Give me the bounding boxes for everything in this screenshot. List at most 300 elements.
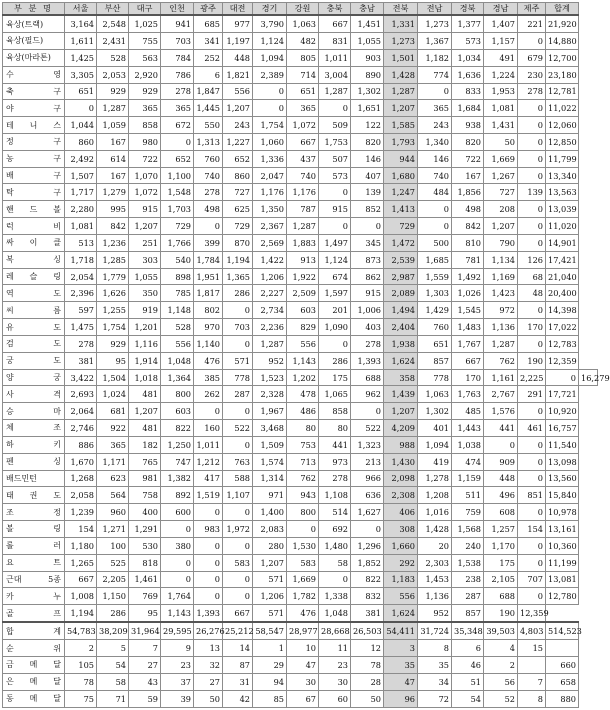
table-cell: 667 <box>287 134 319 151</box>
table-cell: 1,008 <box>65 588 97 605</box>
table-cell: 1,407 <box>484 15 518 33</box>
table-cell: 1,273 <box>384 33 418 50</box>
table-row <box>3 554 598 571</box>
table-cell: 1,038 <box>452 436 484 453</box>
table-cell: 1,081 <box>484 100 518 117</box>
table-cell: 625 <box>223 201 253 218</box>
table-cell: 1,548 <box>161 184 194 201</box>
table-cell: 286 <box>319 352 351 369</box>
table-cell: 28 <box>351 673 384 690</box>
table-cell: 1,624 <box>384 352 418 369</box>
table-cell: 0 <box>319 100 351 117</box>
table-cell: 1,201 <box>129 319 161 336</box>
table-cell: 0 <box>518 335 546 352</box>
table-cell: 1,239 <box>65 504 97 521</box>
table-cell: 858 <box>319 403 351 420</box>
table-cell: 0 <box>194 218 223 235</box>
table-cell: 1,382 <box>161 470 194 487</box>
row-label: 씨 름 <box>3 302 65 319</box>
table-cell: 95 <box>97 352 129 369</box>
table-cell: 58,547 <box>253 622 287 640</box>
table-cell: 778 <box>418 369 452 386</box>
table-cell: 1,365 <box>223 268 253 285</box>
table-cell: 1,953 <box>484 83 518 100</box>
table-cell: 2,098 <box>384 470 418 487</box>
table-cell: 1,766 <box>161 234 194 251</box>
table-cell: 1,627 <box>351 504 384 521</box>
table-cell: 820 <box>351 134 384 151</box>
table-cell <box>518 657 546 674</box>
table-cell: 485 <box>452 403 484 420</box>
table-cell: 2 <box>484 657 518 674</box>
table-cell: 0 <box>319 218 351 235</box>
table-cell: 170 <box>518 319 546 336</box>
row-label: 은 메 달 <box>3 673 65 690</box>
table-cell: 829 <box>287 319 319 336</box>
row-label: 축 구 <box>3 83 65 100</box>
table-cell: 1,257 <box>484 521 518 538</box>
table-cell: 3,790 <box>253 15 287 33</box>
table-cell: 17,721 <box>546 386 579 403</box>
table-cell: 722 <box>452 150 484 167</box>
table-cell: 1,194 <box>65 605 97 623</box>
table-cell: 1,480 <box>319 537 351 554</box>
table-cell: 929 <box>129 83 161 100</box>
table-cell: 4 <box>484 640 518 657</box>
table-cell: 1,124 <box>319 251 351 268</box>
table-cell: 1,011 <box>194 436 223 453</box>
table-row <box>3 285 598 302</box>
table-cell: 995 <box>97 201 129 218</box>
table-cell: 514,523 <box>546 622 579 640</box>
table-cell: 58 <box>319 554 351 571</box>
table-cell: 399 <box>194 234 223 251</box>
table-cell: 1,148 <box>161 302 194 319</box>
table-cell: 139 <box>351 184 384 201</box>
table-cell: 1,545 <box>452 302 484 319</box>
row-label: 궁 도 <box>3 352 65 369</box>
table-cell: 1,784 <box>194 251 223 268</box>
table-cell: 960 <box>97 504 129 521</box>
table-cell: 243 <box>418 117 452 134</box>
table-row <box>3 167 598 184</box>
table-cell: 1,197 <box>223 33 253 50</box>
table-cell: 20,400 <box>546 285 579 302</box>
column-header-region: 광주 <box>194 3 223 16</box>
table-cell: 858 <box>129 117 161 134</box>
table-cell: 667 <box>223 605 253 623</box>
table-cell: 365 <box>97 436 129 453</box>
column-header-region: 경북 <box>452 3 484 16</box>
table-cell: 1,393 <box>194 605 223 623</box>
table-cell: 747 <box>161 453 194 470</box>
table-cell: 481 <box>129 386 161 403</box>
table-cell: 0 <box>223 571 253 588</box>
table-cell: 1,472 <box>384 234 418 251</box>
table-cell <box>546 640 579 657</box>
table-cell: 1,207 <box>129 218 161 235</box>
table-cell: 685 <box>194 15 223 33</box>
table-cell: 1,176 <box>253 184 287 201</box>
table-row <box>3 218 598 235</box>
table-cell: 26,503 <box>351 622 384 640</box>
table-cell: 651 <box>287 83 319 100</box>
table-cell: 2,746 <box>65 420 97 437</box>
table-cell: 597 <box>65 302 97 319</box>
table-cell: 0 <box>418 83 452 100</box>
table-row <box>3 352 598 369</box>
table-cell: 15,840 <box>546 487 579 504</box>
table-cell: 3,305 <box>65 66 97 83</box>
table-cell: 1,018 <box>129 369 161 386</box>
table-cell: 358 <box>384 369 418 386</box>
row-label: 합 계 <box>3 622 65 640</box>
table-cell: 1,072 <box>129 184 161 201</box>
table-cell: 760 <box>418 319 452 336</box>
table-cell: 0 <box>518 33 546 50</box>
table-cell: 1,271 <box>97 521 129 538</box>
table-cell: 95 <box>129 605 161 623</box>
table-cell: 1,501 <box>384 49 418 66</box>
table-cell: 1,265 <box>65 554 97 571</box>
table-cell: 514 <box>319 504 351 521</box>
table-cell: 763 <box>223 453 253 470</box>
table-cell: 688 <box>351 369 384 386</box>
table-cell: 17,421 <box>546 251 579 268</box>
table-cell: 1,422 <box>253 251 287 268</box>
table-cell: 903 <box>351 49 384 66</box>
row-label: 볼 링 <box>3 521 65 538</box>
table-cell: 238 <box>452 571 484 588</box>
column-header-region: 경남 <box>484 3 518 16</box>
table-cell: 52 <box>484 690 518 707</box>
row-label: 야 구 <box>3 100 65 117</box>
row-label: 검 도 <box>3 335 65 352</box>
table-row <box>3 537 598 554</box>
table-cell: 970 <box>194 319 223 336</box>
table-cell: 461 <box>518 420 546 437</box>
table-cell: 365 <box>418 100 452 117</box>
table-cell: 484 <box>418 184 452 201</box>
table-cell: 16,279 <box>579 369 598 386</box>
table-cell: 1,856 <box>452 184 484 201</box>
table-cell: 556 <box>287 335 319 352</box>
table-cell: 448 <box>223 49 253 66</box>
table-row <box>3 117 598 134</box>
table-cell: 1,494 <box>384 302 418 319</box>
table-cell: 672 <box>161 117 194 134</box>
row-label: 체 조 <box>3 420 65 437</box>
table-cell: 550 <box>194 117 223 134</box>
table-cell: 703 <box>223 319 253 336</box>
table-cell: 778 <box>223 369 253 386</box>
table-cell: 12,781 <box>546 83 579 100</box>
table-cell: 800 <box>161 386 194 403</box>
table-cell: 7 <box>518 673 546 690</box>
table-cell: 1,150 <box>97 588 129 605</box>
table-cell: 96 <box>384 690 418 707</box>
table-cell: 1,660 <box>384 537 418 554</box>
table-cell: 972 <box>484 302 518 319</box>
row-label: 역 도 <box>3 285 65 302</box>
table-cell: 571 <box>253 571 287 588</box>
column-header-region: 전북 <box>384 3 418 16</box>
table-cell: 1,763 <box>452 386 484 403</box>
table-cell: 11,540 <box>546 436 579 453</box>
table-cell: 2,058 <box>65 487 97 504</box>
table-row <box>3 487 598 504</box>
table-cell: 0 <box>194 504 223 521</box>
table-cell: 603 <box>161 403 194 420</box>
table-cell: 588 <box>223 470 253 487</box>
table-cell: 1,296 <box>351 537 384 554</box>
row-label: 근대 5종 <box>3 571 65 588</box>
table-cell: 1,124 <box>253 33 287 50</box>
table-cell: 406 <box>384 504 418 521</box>
row-label: 육상(마라톤) <box>3 49 65 66</box>
table-cell: 10 <box>287 640 319 657</box>
table-cell: 915 <box>129 201 161 218</box>
table-cell: 860 <box>223 167 253 184</box>
table-cell: 1,287 <box>253 335 287 352</box>
table-cell: 1,847 <box>194 83 223 100</box>
table-cell: 42 <box>223 690 253 707</box>
table-cell: 213 <box>351 453 384 470</box>
table-cell: 0 <box>253 100 287 117</box>
table-cell: 476 <box>194 352 223 369</box>
table-cell: 774 <box>418 66 452 83</box>
row-label: 테 니 스 <box>3 117 65 134</box>
table-cell: 674 <box>319 268 351 285</box>
table-cell: 126 <box>518 251 546 268</box>
table-cell: 12,700 <box>546 49 579 66</box>
table-cell: 0 <box>351 218 384 235</box>
table-cell: 1,972 <box>223 521 253 538</box>
table-cell: 365 <box>161 100 194 117</box>
table-cell: 38,209 <box>97 622 129 640</box>
table-cell: 345 <box>351 234 384 251</box>
table-cell: 571 <box>223 352 253 369</box>
table-cell: 1,278 <box>418 470 452 487</box>
table-cell: 0 <box>161 134 194 151</box>
table-cell: 1,914 <box>129 352 161 369</box>
table-cell: 1,136 <box>484 319 518 336</box>
table-cell: 540 <box>161 251 194 268</box>
table-cell: 1,568 <box>452 521 484 538</box>
table-cell: 781 <box>452 251 484 268</box>
table-row <box>3 571 598 588</box>
table-cell: 12,850 <box>546 134 579 151</box>
table-cell: 852 <box>351 201 384 218</box>
table-cell: 2,404 <box>384 319 418 336</box>
table-cell: 278 <box>65 335 97 352</box>
table-cell: 291 <box>518 386 546 403</box>
table-cell: 167 <box>97 167 129 184</box>
table-cell: 47 <box>384 673 418 690</box>
table-cell: 401 <box>418 420 452 437</box>
table-cell: 2,987 <box>384 268 418 285</box>
table-cell: 1,428 <box>418 521 452 538</box>
row-label: 요 트 <box>3 554 65 571</box>
table-cell: 0 <box>518 537 546 554</box>
table-cell: 1,684 <box>452 100 484 117</box>
row-label: 순 위 <box>3 640 65 657</box>
table-cell: 1,443 <box>452 420 484 437</box>
table-cell: 0 <box>546 369 579 386</box>
table-cell: 851 <box>518 487 546 504</box>
table-cell: 34 <box>418 673 452 690</box>
table-cell: 381 <box>351 605 384 623</box>
table-cell: 1,451 <box>351 15 384 33</box>
table-row <box>3 436 598 453</box>
table-cell: 688 <box>484 588 518 605</box>
table-cell: 13,340 <box>546 167 579 184</box>
table-cell: 221 <box>518 15 546 33</box>
table-cell: 441 <box>319 436 351 453</box>
table-cell: 941 <box>161 15 194 33</box>
table-cell: 636 <box>351 487 384 504</box>
table-cell: 1,530 <box>287 537 319 554</box>
table-cell: 29 <box>253 657 287 674</box>
table-cell: 857 <box>452 605 484 623</box>
table-cell: 54 <box>452 690 484 707</box>
table-cell: 80 <box>287 420 319 437</box>
table-cell: 11,799 <box>546 150 579 167</box>
table-cell: 952 <box>253 352 287 369</box>
table-cell: 1,670 <box>65 453 97 470</box>
table-cell: 1,559 <box>418 268 452 285</box>
table-cell: 1,055 <box>351 33 384 50</box>
table-cell: 1,779 <box>97 268 129 285</box>
table-cell: 1,094 <box>253 49 287 66</box>
row-label: 카 누 <box>3 588 65 605</box>
table-cell: 800 <box>287 504 319 521</box>
table-cell: 71 <box>97 690 129 707</box>
table-cell: 1,202 <box>287 369 319 386</box>
table-cell: 35 <box>418 657 452 674</box>
table-cell: 14,880 <box>546 33 579 50</box>
table-cell: 870 <box>223 234 253 251</box>
table-cell: 1,302 <box>418 403 452 420</box>
table-cell: 722 <box>129 150 161 167</box>
table-cell: 23,180 <box>546 66 579 83</box>
row-label: 육상(트랙) <box>3 15 65 33</box>
table-cell: 498 <box>194 201 223 218</box>
table-cell: 0 <box>518 453 546 470</box>
table-cell: 182 <box>129 436 161 453</box>
table-cell: 1,100 <box>161 167 194 184</box>
table-cell: 729 <box>223 218 253 235</box>
table-cell: 0 <box>161 521 194 538</box>
table-cell: 679 <box>518 49 546 66</box>
table-cell: 1,764 <box>161 588 194 605</box>
table-cell: 1,287 <box>97 100 129 117</box>
table-cell: 441 <box>484 420 518 437</box>
table-cell: 528 <box>97 49 129 66</box>
table-row <box>3 49 598 66</box>
column-header-region: 서울 <box>65 3 97 16</box>
table-cell: 1,585 <box>384 117 418 134</box>
table-cell: 1,453 <box>418 571 452 588</box>
column-header-region: 대전 <box>223 3 253 16</box>
summary-row <box>3 622 598 640</box>
table-cell: 0 <box>418 218 452 235</box>
table-cell: 87 <box>223 657 253 674</box>
table-cell: 1,793 <box>384 134 418 151</box>
table-cell: 29,595 <box>161 622 194 640</box>
table-cell: 2,205 <box>97 571 129 588</box>
table-cell: 1,597 <box>319 285 351 302</box>
column-header-region: 제주 <box>518 3 546 16</box>
table-cell: 980 <box>129 134 161 151</box>
table-cell: 1,006 <box>351 302 384 319</box>
table-cell: 1,574 <box>253 453 287 470</box>
table-row <box>3 15 598 33</box>
table-cell: 1,680 <box>384 167 418 184</box>
table-cell: 243 <box>223 117 253 134</box>
table-cell: 21,040 <box>546 268 579 285</box>
table-cell: 784 <box>161 49 194 66</box>
table-cell: 913 <box>287 251 319 268</box>
table-cell: 810 <box>452 234 484 251</box>
table-cell: 75 <box>65 690 97 707</box>
table-cell: 981 <box>129 470 161 487</box>
table-cell: 6 <box>194 66 223 83</box>
table-cell: 522 <box>223 420 253 437</box>
table-cell: 966 <box>351 470 384 487</box>
table-cell: 31 <box>223 673 253 690</box>
table-cell: 832 <box>351 588 384 605</box>
table-cell: 583 <box>223 554 253 571</box>
table-cell: 1,161 <box>484 369 518 386</box>
table-cell: 2,308 <box>384 487 418 504</box>
row-label: 금 메 달 <box>3 657 65 674</box>
table-cell: 652 <box>223 150 253 167</box>
table-cell: 286 <box>223 285 253 302</box>
table-cell: 10,360 <box>546 537 579 554</box>
table-cell: 1,507 <box>65 167 97 184</box>
table-cell: 31,724 <box>418 622 452 640</box>
table-cell: 16,757 <box>546 420 579 437</box>
table-cell: 23 <box>319 657 351 674</box>
table-cell: 385 <box>194 369 223 386</box>
table-cell: 2,569 <box>253 234 287 251</box>
table-row <box>3 150 598 167</box>
table-cell: 437 <box>287 150 319 167</box>
table-cell: 0 <box>319 335 351 352</box>
table-cell: 13,039 <box>546 201 579 218</box>
table-cell: 513 <box>65 234 97 251</box>
table-cell: 758 <box>129 487 161 504</box>
table-cell: 1,338 <box>319 588 351 605</box>
table-cell: 4,803 <box>518 622 546 640</box>
table-cell: 407 <box>351 167 384 184</box>
table-row <box>3 268 598 285</box>
table-cell: 365 <box>287 100 319 117</box>
table-cell: 50 <box>484 134 518 151</box>
column-header-region: 강원 <box>287 3 319 16</box>
table-cell: 714 <box>287 66 319 83</box>
table-cell: 292 <box>384 554 418 571</box>
table-cell: 278 <box>194 184 223 201</box>
table-cell: 482 <box>287 33 319 50</box>
table-cell: 1,182 <box>418 49 452 66</box>
table-cell: 154 <box>65 521 97 538</box>
table-cell: 1,065 <box>319 386 351 403</box>
table-cell: 13,161 <box>546 521 579 538</box>
table-cell: 262 <box>194 386 223 403</box>
row-label: 럭 비 <box>3 218 65 235</box>
